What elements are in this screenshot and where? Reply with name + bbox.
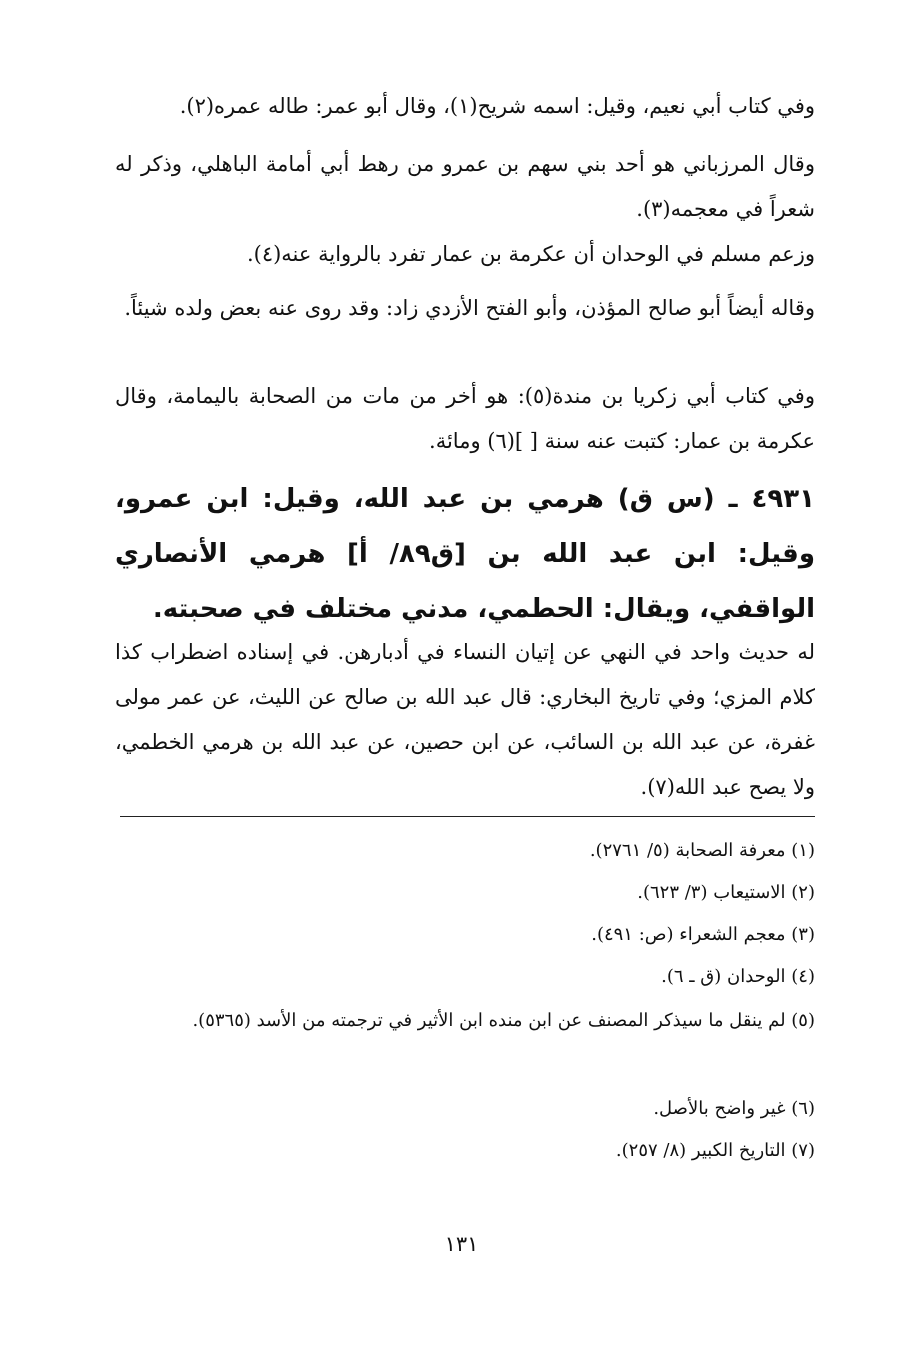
footnote-1: (١) معرفة الصحابة (٥/ ٢٧٦١).	[589, 840, 815, 861]
entry-body: له حديث واحد في النهي عن إتيان النساء في أدبارهن. في إسناده اضطراب كذا كلام المزي؛ وفي تاريخ البخاري: قال عبد الله بن صالح عن الليث، عن عمر مولى غفرة، عن عبد الله بن السائب، عن ابن حصين، عن عبد الله بن هرمي الخطمي، ولا يصح عبد الله(٧).	[115, 640, 815, 799]
paragraph-5: وفي كتاب أبي زكريا بن مندة(٥): هو أخر من مات من الصحابة باليمامة، وقال عكرمة بن عمار: كتبت عنه سنة [ ](٦) ومائة.	[115, 384, 815, 453]
paragraph-2: وقال المرزباني هو أحد بني سهم بن عمرو من رهط أبي أمامة الباهلي، وذكر له شعراً في معجمه(٣).	[115, 152, 815, 221]
footnote-6: (٦) غير واضح بالأصل.	[653, 1098, 815, 1119]
footnote-5: (٥) لم ينقل ما سيذكر المصنف عن ابن منده ابن الأثير في ترجمته من الأسد (٥٣٦٥).	[192, 1010, 815, 1031]
entry-heading: ٤٩٣١ ـ (س ق) هرمي بن عبد الله، وقيل: ابن عمرو، وقيل: ابن عبد الله بن [ق٨٩/ أ] هرمي الأنصاري الواقفي، ويقال: الحطمي، مدني مختلف في صحبته.	[115, 484, 815, 624]
paragraph-1: وفي كتاب أبي نعيم، وقيل: اسمه شريح(١)، وقال أبو عمر: طاله عمره(٢).	[179, 94, 815, 118]
footnote-3: (٣) معجم الشعراء (ص: ٤٩١).	[591, 924, 815, 945]
page-number: ١٣١	[444, 1232, 479, 1256]
footnote-divider	[120, 816, 815, 817]
footnote-4: (٤) الوحدان (ق ـ ٦).	[661, 966, 815, 987]
paragraph-3: وزعم مسلم في الوحدان أن عكرمة بن عمار تفرد بالرواية عنه(٤).	[246, 242, 815, 266]
footnote-2: (٢) الاستيعاب (٣/ ٦٢٣).	[637, 882, 815, 903]
footnote-7: (٧) التاريخ الكبير (٨/ ٢٥٧).	[615, 1140, 815, 1161]
paragraph-4: وقاله أيضاً أبو صالح المؤذن، وأبو الفتح الأزدي زاد: وقد روى عنه بعض ولده شيئاً.	[124, 296, 815, 320]
